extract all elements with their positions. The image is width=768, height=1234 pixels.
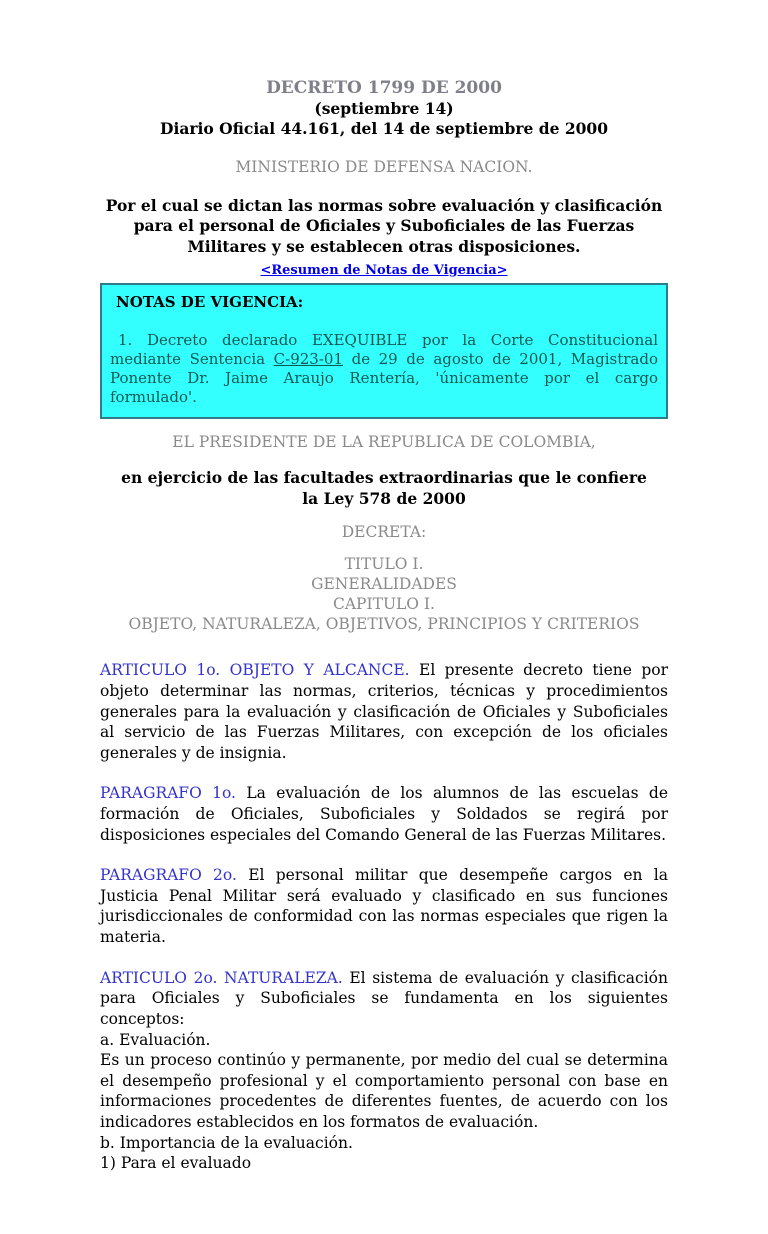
notas-vigencia-box [100,283,668,420]
decree-title: DECRETO 1799 DE 2000 [266,78,502,98]
notas-item-text-pre: 1. Decreto declarado EXEQUIBLE por la Corte Constitucional mediante Sentencia [110,330,658,368]
resumen-notas-vigencia-link[interactable]: <Resumen de Notas de Vigencia> [260,262,508,278]
official-gazette-line: Diario Oficial 44.161, del 14 de septiembre de 2000 [160,119,608,139]
sentencia-c-923-01-link[interactable]: C-923-01 [273,349,344,368]
articulo-2-item-a-text: Es un proceso continúo y permanente, por medio del cual se determina el desempeño profesional y el comportamiento personal con base en informaciones procedentes de diferentes fuentes, de acuerdo con los indicadores establecidos en los formatos de evaluación. [100,1051,668,1131]
articulo-1-text: El presente decreto tiene por objeto determinar las normas, criterios, técnicas y procedimientos generales para la evaluación y clasificación de Oficiales y Suboficiales al servicio de las Fuerzas Militares, con excepción de los oficiales generales y de insignia. [100,661,669,762]
paragrafo-1-lead: PARAGRAFO 1o. [100,784,236,803]
articulo-2-lead: ARTICULO 2o. NATURALEZA. [100,968,343,987]
articulo-1-paragraph [100,660,668,763]
paragrafo-2-lead: PARAGRAFO 2o. [100,866,237,885]
president-heading: EL PRESIDENTE DE LA REPUBLICA DE COLOMBIA, [172,433,596,452]
articulo-2-item-a: a. Evaluación. [100,1030,211,1049]
faculties-paragraph [100,468,668,508]
notas-item-text-post: de 29 de agosto de 2001, Magistrado Ponente Dr. Jaime Araujo Rentería, 'únicamente por el cargo formulado'. [110,349,658,407]
paragrafo-2-paragraph [100,865,668,947]
faculties-line-2: la Ley 578 de 2000 [302,488,466,508]
faculties-line-1: en ejercicio de las facultades extraordinarias que le confiere [121,468,647,488]
decreta-heading: DECRETA: [341,522,427,541]
notas-vigencia-item [110,331,658,408]
paragrafo-1-text: La evaluación de los alumnos de las escuelas de formación de Oficiales, Suboficiales y Soldados se regirá por disposiciones especiales del Comando General de las Fuerzas Militares. [100,784,668,844]
articulo-2-paragraph [100,968,668,1174]
paragrafo-2-text: El personal militar que desempeñe cargos en la Justicia Penal Militar será evaluado y clasificado en sus funciones jurisdiccionales de conformidad con las normas especiales que rigen la materia. [100,866,668,947]
decree-summary: Por el cual se dictan las normas sobre evaluación y clasificación para el personal de Oficiales y Suboficiales de las Fuerzas Militares y se establecen otras disposiciones. [105,195,663,256]
titulo-heading: TITULO I. [344,554,424,573]
vigencia-link-line [100,259,668,278]
capitulo-name-heading: OBJETO, NATURALEZA, OBJETIVOS, PRINCIPIOS Y CRITERIOS [128,615,640,634]
capitulo-heading: CAPITULO I. [333,595,435,614]
decree-date-line: (septiembre 14) [314,99,454,119]
articulo-1-lead: ARTICULO 1o. OBJETO Y ALCANCE. [100,661,410,680]
articulo-2-text: El sistema de evaluación y clasificación para Oficiales y Suboficiales se fundamenta en los siguientes conceptos: [100,968,668,1028]
notas-vigencia-heading: NOTAS DE VIGENCIA: [116,292,304,311]
titulo-name-heading: GENERALIDADES [311,574,457,593]
articulo-2-item-b: b. Importancia de la evaluación. [100,1133,353,1152]
title-chapter-block [100,554,668,635]
paragrafo-1-paragraph [100,783,668,845]
ministry-name: MINISTERIO DE DEFENSA NACION. [235,157,533,176]
articulo-2-item-b-1: 1) Para el evaluado [100,1154,252,1173]
